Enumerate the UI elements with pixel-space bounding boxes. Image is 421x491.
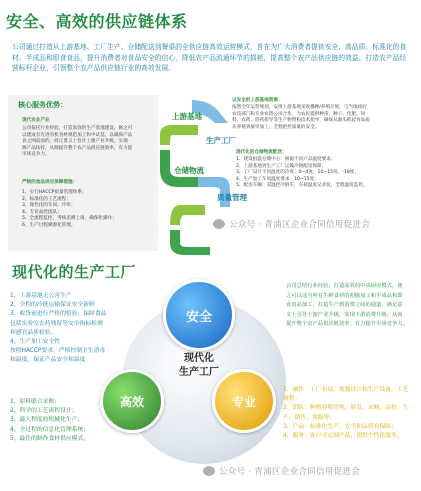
node-factory: 生产工厂 [206,136,236,145]
upstream-title: 以安全的上游基地资源： [232,98,283,103]
section1-title: 安全、高效的供应链体系 [6,12,188,31]
core-advantages-title: 核心服务优势： [18,101,67,109]
upstream-text: 按照全年运营规划，安排上游基地采收播种/养殖计划，与当地政府 农技部门和专业农资公司合作，为农民提供种苗、种子、化肥、饲 料、农药、兽药指导等生产物资和技术指导，确保从源头抓起食品质 从养殖到屠宰加工，全程把控质量的安全。 [232,105,370,130]
node-quality: 质量管理 [217,193,247,202]
arrow-green-4 [170,230,210,255]
factory-strengths-list: 1、硬件：工厂布局，规划设计和生产设备，工艺 流程； 2、团队：种植养殖管理，研发，采购，品控，生 产，销售，客服等； 3、产品：标准化生产，安全和品质有保障； 4、服务：客户可定制产品，提供个性化服务。 [283,387,409,440]
circle-safety: 安全 [163,279,235,351]
factory-list-top: 1、上游基地无公害生产 2、全程的冷链运输保证安全新鲜 3、收货前进行严格的检验、保障食品 包括实验室农药残留等安全指标检测 和感官品质检验。 4、生产加工安全性 按照HACCP要求，严格控制卫生消毒 和温度，保证产品安全和温度 [10,293,107,364]
node-logistics: 仓储物流 [174,166,204,175]
circle-efficiency: 高效 [100,369,164,433]
sub1-text: 公司依托行业经验，打造高效的生产基地建设，修之可 以建成有先进有机食材规范加工和中试基，以确保产品 食之网前面的，商丘景义上管社土源产业升级。实现 源产品扶持，从源提升整个农产品供应链效率，有力提 市场竞争力。 [22,126,133,158]
factory-list-bottom: 1、原料联合采购； 2、科学的工艺流程设计； 3、最大程度的机械化生产； 4、全过程的信息化管理系统； 5、最佳的制作食材供应模式。 [10,399,90,442]
sub2-list: 1、实行HACCP质量管理体系； 2、标准化的工艺流程； 3、现代化的车间、冷库； 4、专业品控团队； 5、全流程监控，考核追溯上岗，确保化操作； 6、生产过程溯源化管理。 [22,190,117,228]
section2-title: 现代化的生产工厂 [12,263,137,281]
logistics-list: 1、建设恒温仓储中心：根据不同产品温度要求； 2、上游基地到生产工厂运输冷链配送保障； 3、工厂设计不同温度的冷库：0~4度、10~15度、-18度； 4、生产加工车间温度要求：10~15度； 5、配送车辆：双温控冷链车，车载温度记录仪，全程温度监控。 [236,157,368,189]
arrow-green-3 [170,205,205,225]
wechat-icon [213,219,225,229]
logistics-title: 现代化的仓储物流配送： [236,150,287,155]
center-label: 现代化 生产工厂 [179,353,219,378]
arrow-green-1 [160,125,198,145]
wechat-icon [203,466,215,476]
section1-intro: 公司通过打造从上游基地、工厂生产、仓储配送到餐桌的全供应链高效运营模式，旨在为广大消费者提供安全、高品质、标准化的食材、半成品和即食食品，提升消费者对食品安全的信心，降低农产品流通环节的损耗，提高整个农产品供应链的效益。打造农产品经营标杆企业，引领整个农产品供应链行业的高效发展。 [12,43,407,73]
watermark-2: 公众号 · 青浦区企业合同信用促进会 [203,465,360,477]
node-upstream-base: 上游基地 [172,112,202,121]
sub2-title: 严格的食品供应保障措施： [22,180,78,185]
watermark-1: 公众号 · 青浦区企业合同信用促进会 [213,218,370,230]
factory-description: 公司总结行业经验，打造高效的中央厨房模式，使 之可以适当所有生鲜食材的初级加工和半成品和即 食食品加工，打造生产到消费之间的通道，满足意 义上引导上游产业升级，实现下游消费升级，从而 提升整个农产品供应链效率，有力提升市场竞争力。 [286,283,408,328]
circle-professional: 专业 [212,369,276,433]
sub1-title: 现代农业产业 [22,118,50,123]
